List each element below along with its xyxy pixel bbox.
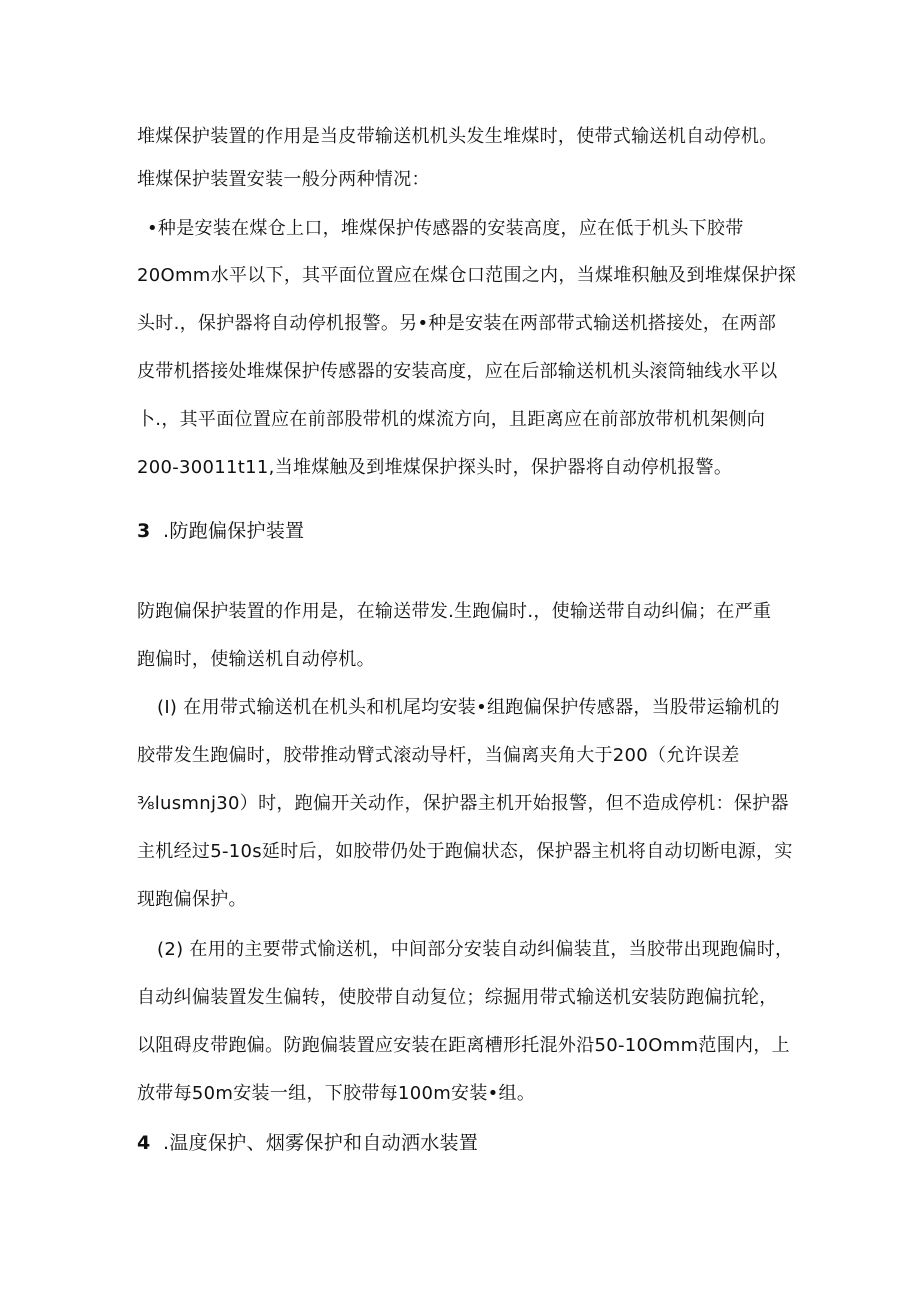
list-item-line: 胶带发生跑偏时，胶带推动臂式滚动导杆，当偏离夹角大于200（允许误差 [137, 745, 740, 766]
paragraph-line: 堆煤保护装置安装一般分两种情况： [137, 169, 430, 190]
paragraph-line: •种是安装在煤仓上口，堆煤保护传感器的安装高度，应在低于机头下胶带 [147, 218, 744, 239]
list-item-line: ⅜lusmnj30）时，跑偏开关动作，保护器主机开始报警，但不造成停机：保护器 [137, 793, 789, 814]
paragraph-line: 20Omm水平以下，其平面位置应在煤仓口范围之内，当煤堆积触及到堆煤保护探 [137, 265, 797, 286]
paragraph-line: 堆煤保护装置的作用是当皮带输送机机头发生堆煤时，使带式输送机自动停机。 [137, 126, 778, 147]
paragraph-line: 皮带机搭接处堆煤保护传感器的安装高度，应在后部输送机机头滚筒轴线水平以 [137, 361, 778, 382]
paragraph-line: 防跑偏保护装置的作用是，在输送带发.生跑偏时.，使输送带自动纠偏；在严重 [137, 601, 772, 622]
list-item-line: (2) 在用的主要带式愉送机，中间部分安装自动纠偏装苴，当胶带出现跑偏时， [157, 939, 794, 960]
list-item-line: 主机经过5-10s延时后，如胶带仍处于跑偏状态，保护器主机将自动切断电源，实 [137, 841, 793, 862]
section-title: .防跑偏保护装置 [163, 520, 305, 542]
list-item-line: 自动纠偏装置发生偏转，使胶带自动复位；综掘用带式输送机安装防跑偏抗轮， [137, 987, 778, 1008]
paragraph-line: 200-30011t11,当堆煤触及到堆煤保护探头时，保护器将自动停机报警。 [137, 457, 733, 478]
paragraph-line: 卜.，其平面位置应在前部股带机的煤流方向，且距离应在前部放带机机架侧向 [137, 409, 766, 430]
section-title: .温度保护、烟雾保护和自动洒水装置 [163, 1132, 479, 1154]
list-item-line: 以阻碍皮带跑偏。防跑偏装置应安装在距离槽形托混外沿50-10Omm范围内，上 [137, 1035, 790, 1056]
section-heading-4 [137, 1130, 478, 1156]
list-item-line: (I) 在用带式输送机在机头和机尾均安装•组跑偏保护传感器，当股带运输机的 [157, 697, 780, 718]
list-item-line: 放带每50m安装一组，下胶带每100m安装•组。 [137, 1083, 536, 1104]
paragraph-line: 跑偏时，使输送机自动停机。 [137, 649, 375, 670]
section-heading-3 [137, 518, 304, 544]
list-item-line: 现跑偏保护。 [137, 889, 247, 910]
section-number: 3 [137, 520, 151, 542]
section-number: 4 [137, 1132, 151, 1154]
paragraph-line: 头时.，保护器将自动停机报警。另•种是安装在两部带式输送机搭接处，在两部 [137, 313, 777, 334]
